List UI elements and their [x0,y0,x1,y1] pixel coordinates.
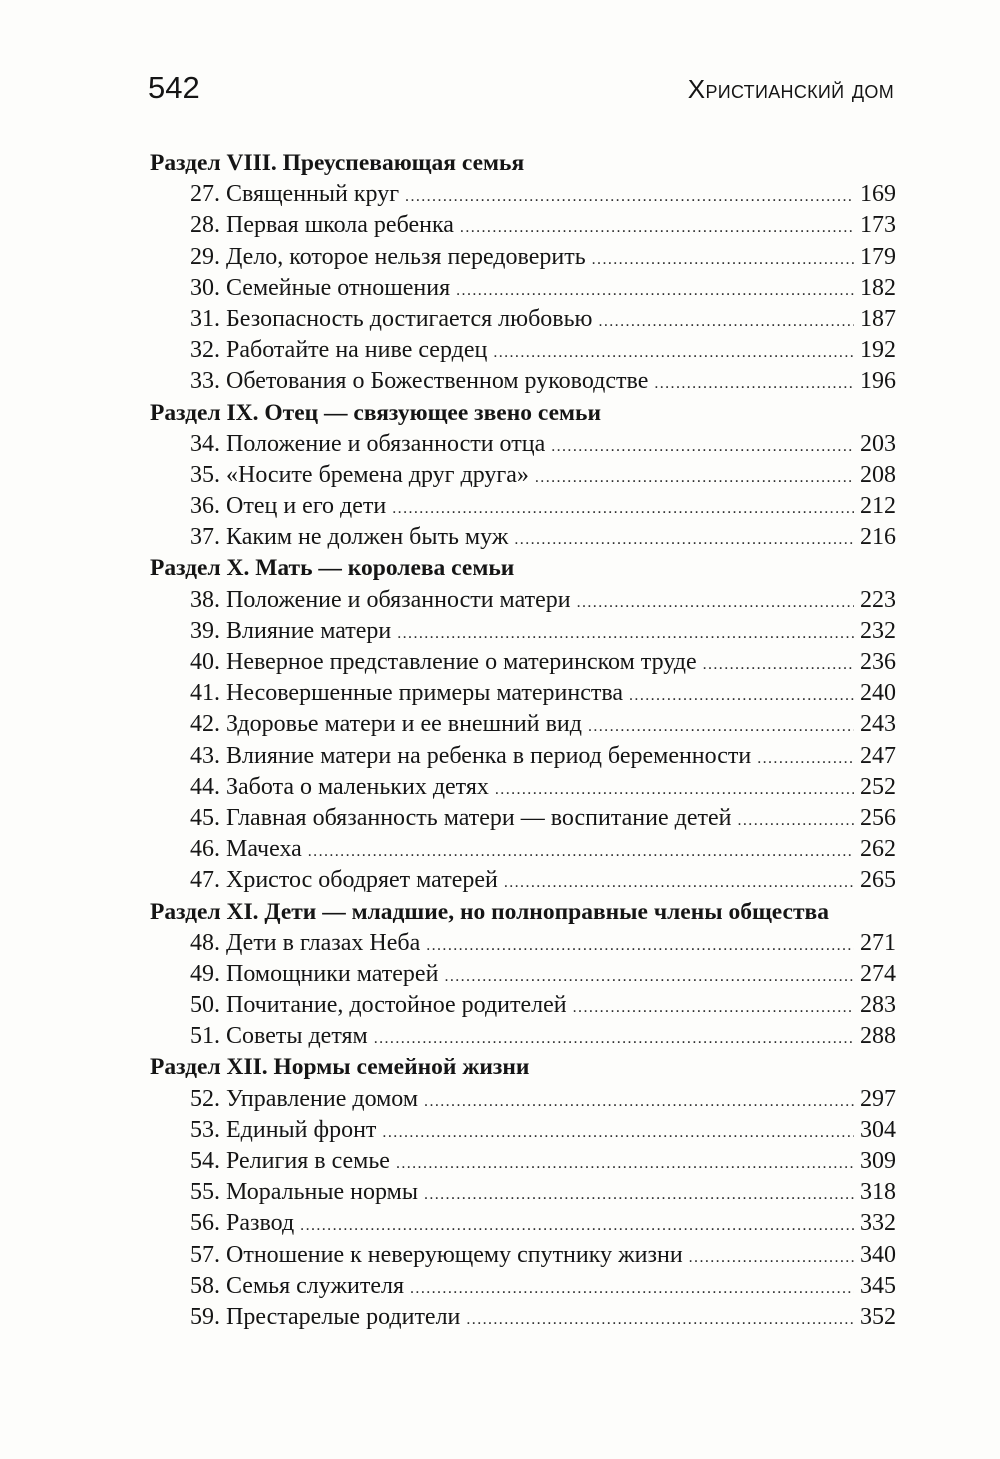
toc-entry [150,522,896,553]
dot-leader [466,1304,854,1335]
entry-title: Безопасность достигается любовью [226,305,593,332]
entry-number: 46. [190,836,220,863]
toc-entry [150,678,896,709]
entry-number: 45. [190,804,220,831]
entry-number: 38. [190,586,220,613]
dot-leader [629,680,854,711]
entry-title: Дети в глазах Неба [226,929,421,956]
entry-title: Престарелые родители [226,1303,461,1330]
dot-leader [493,337,854,368]
entry-number: 36. [190,493,220,520]
toc-entry [150,865,896,896]
entry-title: Несовершенные примеры материнства [226,680,624,707]
entry-title: Семья служителя [226,1272,405,1299]
toc-entry [150,179,896,210]
entry-page-number: 332 [860,1210,896,1237]
entry-page-number: 304 [860,1116,896,1143]
toc-entry [150,616,896,647]
entry-number: 35. [190,461,220,488]
entry-title: Здоровье матери и ее внешний вид [226,711,582,738]
dot-leader [424,1086,854,1117]
toc-entry [150,1084,896,1115]
entry-number: 59. [190,1303,220,1330]
entry-number: 47. [190,867,220,894]
entry-page-number: 187 [860,305,896,332]
toc-entry [150,242,896,273]
entry-title: Управление домом [226,1085,419,1112]
entry-page-number: 240 [860,680,896,707]
dot-leader [396,1148,854,1179]
entry-title: Работайте на ниве сердец [226,337,488,364]
entry-number: 50. [190,992,220,1019]
dot-leader [405,181,854,212]
entry-page-number: 179 [860,243,896,270]
entry-page-number: 247 [860,742,896,769]
dot-leader [573,992,854,1023]
dot-leader [410,1273,854,1304]
section-heading: Раздел XI. Дети — младшие, но полноправные члены общества [150,898,829,925]
entry-number: 54. [190,1148,220,1174]
entry-title: Отношение к неверующему спутнику жизни [226,1241,683,1268]
entry-number: 48. [190,929,220,956]
entry-title: Священный круг [226,181,400,208]
toc-entry [150,741,896,772]
dot-leader [300,1210,854,1241]
entry-title: Семейные отношения [226,274,451,301]
entry-number: 31. [190,305,220,332]
entry-number: 49. [190,960,220,987]
toc-entry [150,928,896,959]
entry-page-number: 309 [860,1148,896,1174]
table-of-contents [150,148,896,1333]
entry-number: 55. [190,1179,220,1206]
entry-page-number: 252 [860,773,896,800]
toc-entry [150,1271,896,1302]
entry-number: 51. [190,1023,220,1050]
entry-title: Почитание, достойное родителей [226,992,567,1019]
entry-page-number: 173 [860,212,896,239]
entry-title: Главная обязанность матери — воспитание детей [226,804,732,831]
dot-leader [577,587,854,618]
entry-title: Обетования о Божественном руководстве [226,368,649,395]
entry-number: 37. [190,524,220,551]
entry-page-number: 345 [860,1272,896,1299]
dot-leader [703,649,854,680]
entry-title: Моральные нормы [226,1179,418,1206]
dot-leader [757,743,854,774]
toc-entry [150,1177,896,1208]
entry-number: 57. [190,1241,220,1268]
entry-page-number: 243 [860,711,896,738]
toc-entry [150,709,896,740]
toc-entry [150,1302,896,1333]
entry-number: 33. [190,368,220,395]
entry-page-number: 265 [860,867,896,894]
entry-title: Мачеха [226,836,302,863]
dot-leader [495,774,854,805]
dot-leader [598,306,854,337]
entry-title: Влияние матери [226,617,392,644]
entry-number: 40. [190,649,220,675]
entry-page-number: 196 [860,368,896,395]
toc-entry [150,491,896,522]
entry-title: Христос ободряет матерей [226,867,498,894]
dot-leader [551,431,854,462]
dot-leader [308,836,854,867]
entry-page-number: 271 [860,929,896,956]
page-number: 542 [148,70,200,105]
dot-leader [382,1117,854,1148]
entry-number: 29. [190,243,220,270]
entry-title: Первая школа ребенка [226,212,454,239]
toc-entry [150,834,896,865]
entry-number: 41. [190,680,220,707]
entry-page-number: 352 [860,1303,896,1330]
entry-number: 27. [190,181,220,208]
toc-entry [150,429,896,460]
entry-number: 32. [190,337,220,364]
dot-leader [689,1242,854,1273]
dot-leader [654,368,854,399]
entry-page-number: 216 [860,524,896,551]
section-heading: Раздел X. Мать — королева семьи [150,555,515,582]
entry-title: Неверное представление о материнском труде [226,649,697,675]
dot-leader [374,1023,854,1054]
running-title: Христианский дом [687,74,894,104]
dot-leader [426,930,854,961]
dot-leader [397,618,854,649]
toc-entry [150,585,896,616]
entry-title: Помощники матерей [226,960,439,987]
entry-number: 34. [190,430,220,457]
dot-leader [392,493,854,524]
entry-number: 52. [190,1085,220,1112]
entry-page-number: 297 [860,1085,896,1112]
toc-entry [150,1240,896,1271]
entry-number: 43. [190,742,220,769]
entry-page-number: 340 [860,1241,896,1268]
toc-entry [150,1208,896,1239]
toc-entry [150,335,896,366]
dot-leader [424,1179,854,1210]
entry-title: «Носите бремена друг друга» [226,461,529,488]
entry-number: 42. [190,711,220,738]
entry-title: Религия в семье [226,1148,390,1174]
entry-page-number: 256 [860,804,896,831]
entry-page-number: 223 [860,586,896,613]
entry-page-number: 288 [860,1023,896,1050]
toc-entry [150,304,896,335]
entry-number: 44. [190,773,220,800]
toc-entry [150,460,896,491]
toc-entry [150,772,896,803]
dot-leader [738,805,855,836]
entry-page-number: 283 [860,992,896,1019]
entry-title: Развод [226,1210,295,1237]
toc-entry [150,210,896,241]
entry-page-number: 262 [860,836,896,863]
toc-entry [150,366,896,397]
toc-entry [150,990,896,1021]
entry-page-number: 169 [860,181,896,208]
section-heading: Раздел VIII. Преуспевающая семья [150,150,525,176]
entry-title: Положение и обязанности отца [226,430,546,457]
toc-entry [150,803,896,834]
entry-page-number: 232 [860,617,896,644]
dot-leader [588,711,854,742]
entry-number: 39. [190,617,220,644]
dot-leader [504,867,854,898]
entry-page-number: 203 [860,430,896,457]
entry-title: Отец и его дети [226,493,387,520]
entry-title: Советы детям [226,1023,368,1050]
entry-number: 56. [190,1210,220,1237]
toc-entry [150,959,896,990]
entry-page-number: 192 [860,337,896,364]
entry-number: 58. [190,1272,220,1299]
entry-title: Каким не должен быть муж [226,524,509,551]
entry-page-number: 274 [860,960,896,987]
dot-leader [514,524,854,555]
entry-page-number: 236 [860,649,896,675]
section-heading: Раздел XII. Нормы семейной жизни [150,1054,530,1081]
section-heading: Раздел IX. Отец — связующее звено семьи [150,399,602,426]
entry-page-number: 212 [860,493,896,520]
entry-title: Влияние матери на ребенка в период беременности [226,742,752,769]
entry-number: 28. [190,212,220,239]
entry-page-number: 182 [860,274,896,301]
dot-leader [460,212,854,243]
entry-title: Забота о маленьких детях [226,773,489,800]
entry-number: 30. [190,274,220,301]
entry-title: Дело, которое нельзя передоверить [226,243,586,270]
dot-leader [592,244,854,275]
page-header [148,70,894,106]
toc-entry [150,1146,896,1177]
toc-entry [150,1021,896,1052]
entry-page-number: 318 [860,1179,896,1206]
dot-leader [444,961,854,992]
entry-title: Положение и обязанности матери [226,586,571,613]
toc-entry [150,273,896,304]
dot-leader [456,275,854,306]
entry-number: 53. [190,1116,220,1143]
entry-page-number: 208 [860,461,896,488]
entry-title: Единый фронт [226,1116,377,1143]
dot-leader [535,462,854,493]
toc-entry [150,1115,896,1146]
toc-entry [150,647,896,678]
